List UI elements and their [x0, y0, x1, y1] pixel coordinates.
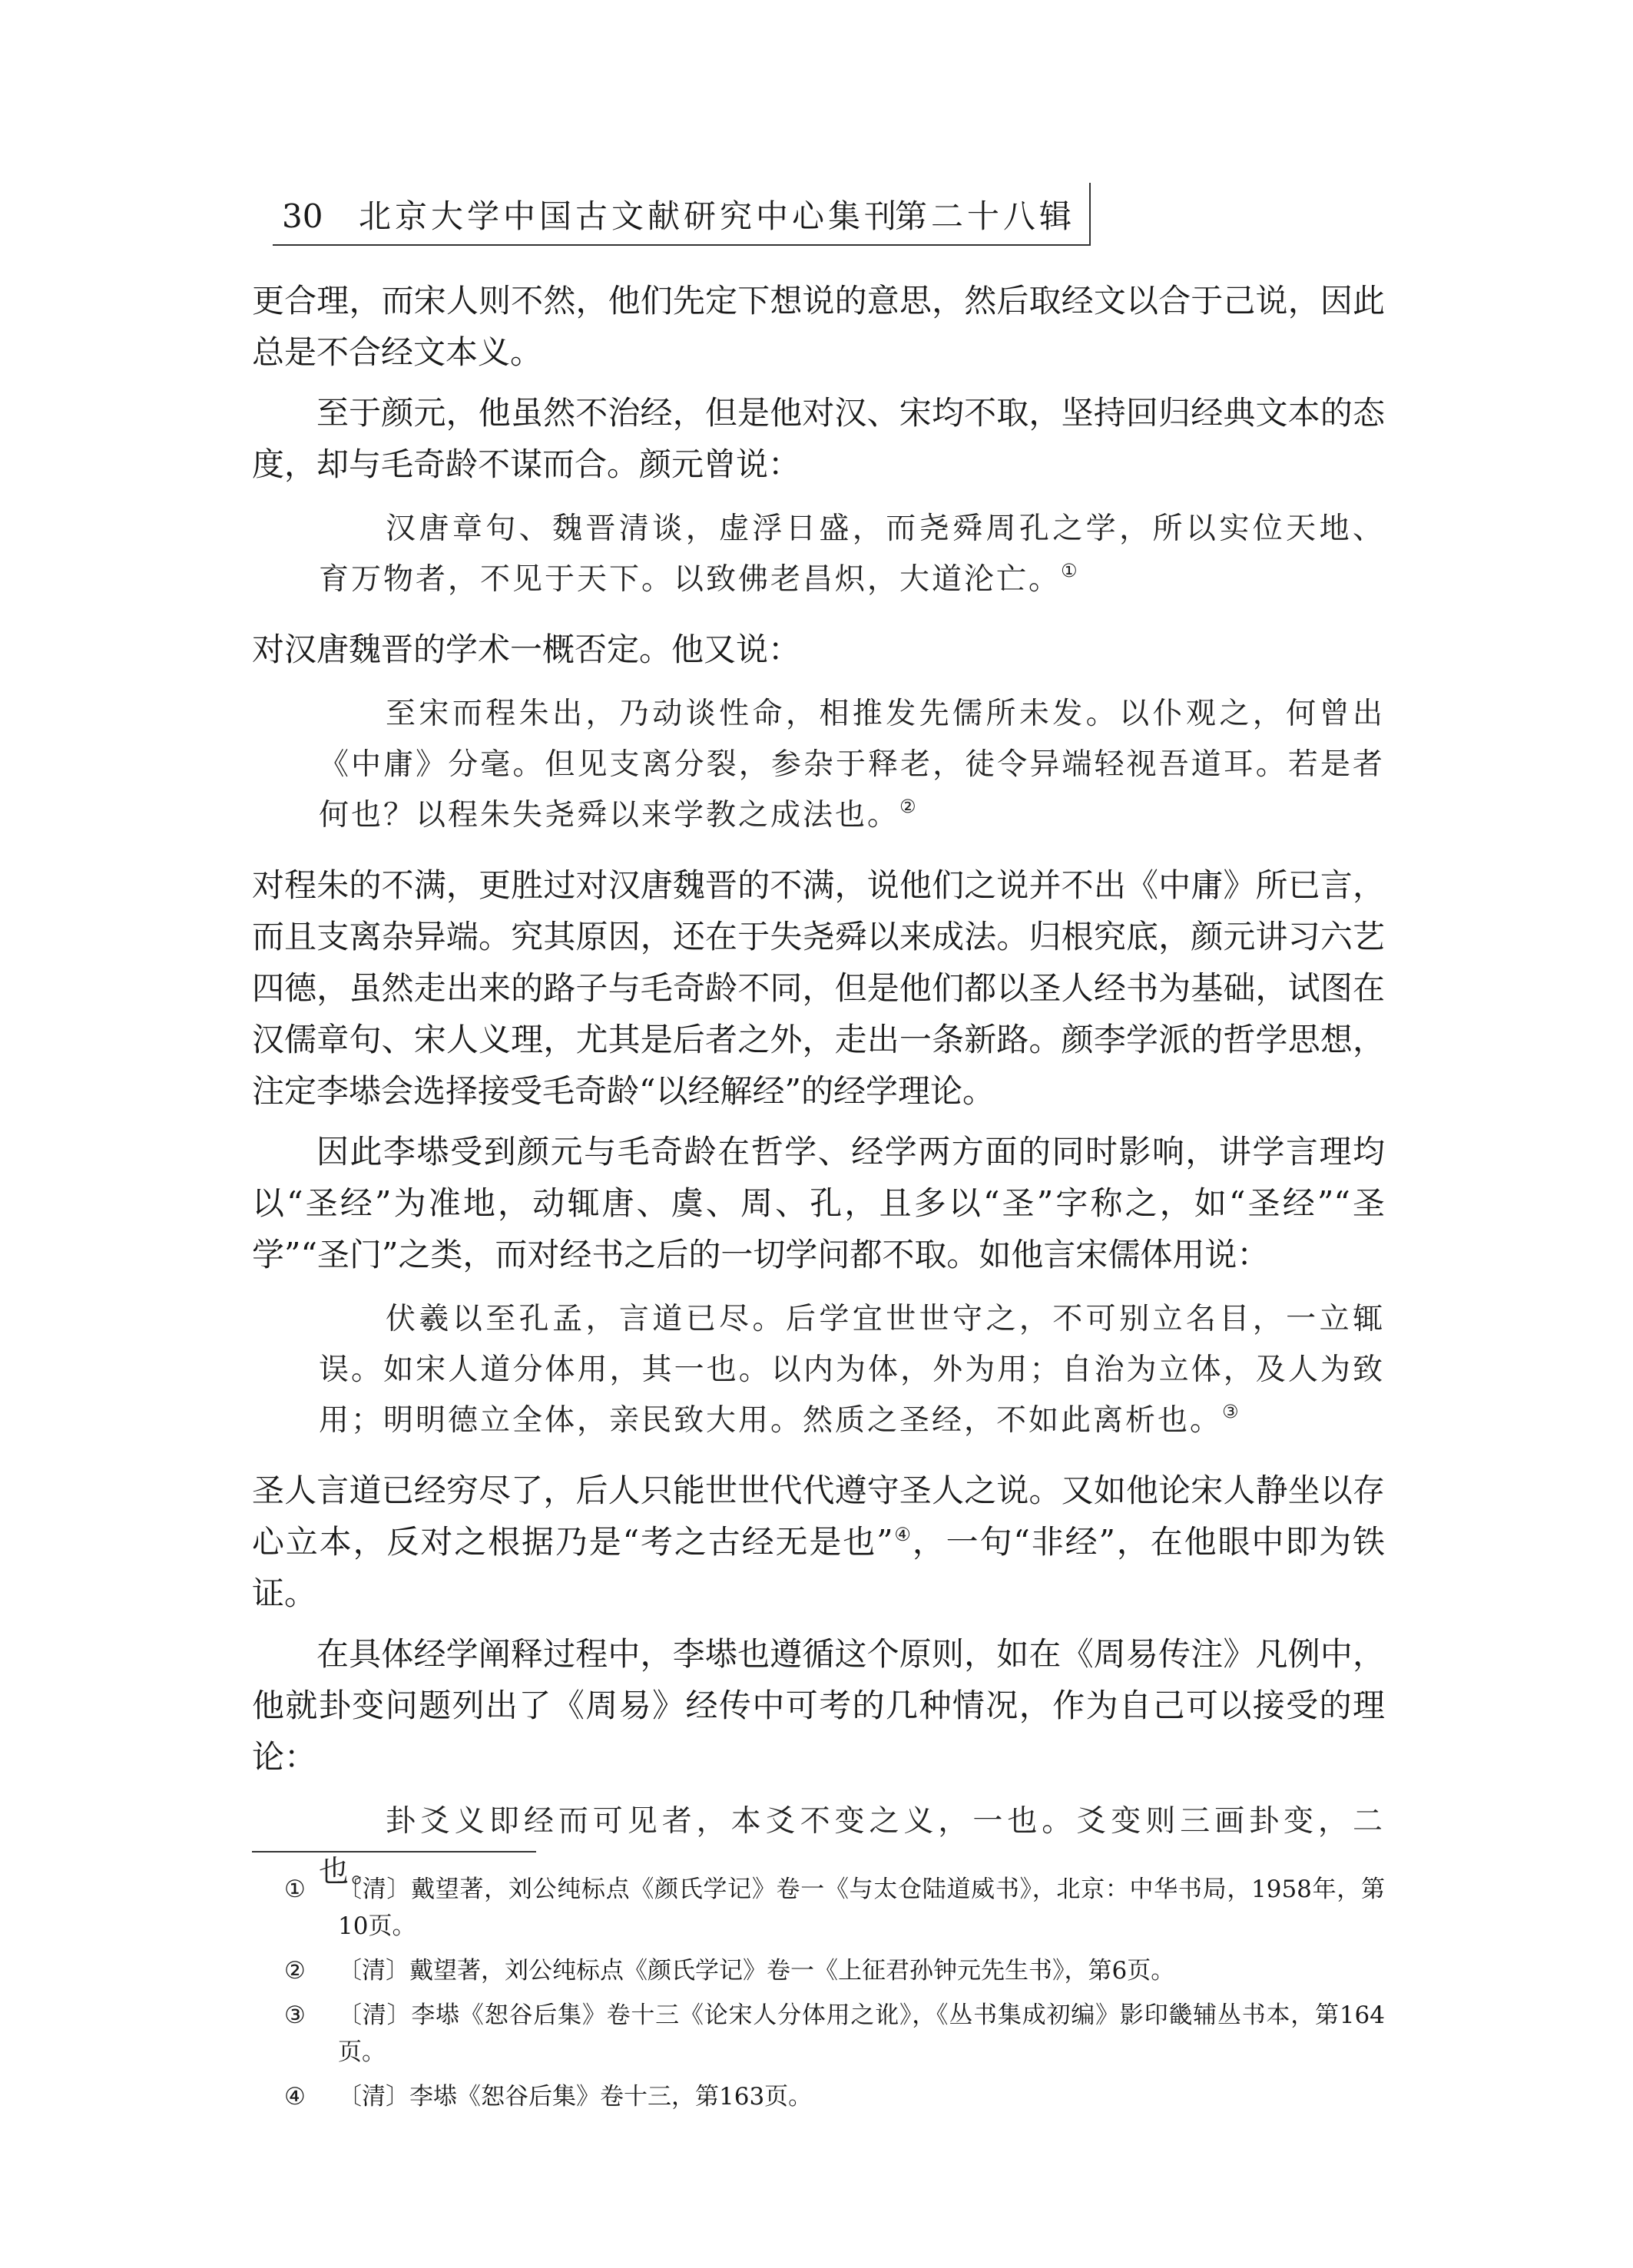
volume-label: 第二十八辑 [895, 197, 1076, 235]
footnote-2-mark: ② [284, 1957, 306, 1985]
paragraph-6-text-a: 圣人言道已经穷尽了，后人只能世世代代遵守圣人之说。又如他论宋人静坐以存心立本，反对之根据乃是“考之古经无是也” [252, 1472, 1385, 1561]
paragraph-7: 在具体经学阐释过程中，李塨也遵循这个原则，如在《周易传注》凡例中，他就卦变问题列出了《周易》经传中可考的几种情况，作为自己可以接受的理论： [252, 1635, 1385, 1776]
quote-2-text: 至宋而程朱出，乃动谈性命，相推发先儒所未发。以仆观之，何曾出《中庸》分毫。但见支离分裂，参杂于释老，徒令异端轻视吾道耳。若是者何也？以程朱失尧舜以来学教之成法也。 [319, 697, 1385, 833]
footnote-1-mark: ① [284, 1876, 306, 1903]
footnote-ref-2: ② [899, 796, 919, 817]
paragraph-2: 至于颜元，他虽然不治经，但是他对汉、宋均不取，坚持回归经典文本的态度，却与毛奇龄不谋而合。颜元曾说： [252, 394, 1385, 483]
header-right-rule [1089, 183, 1091, 246]
block-quote-3 [252, 1294, 1385, 1446]
footnote-2 [252, 1952, 1385, 1989]
footnote-ref-1: ① [1061, 560, 1080, 581]
paragraph-5: 因此李塨受到颜元与毛奇龄在哲学、经学两方面的同时影响，讲学言理均以“圣经”为准地，动辄唐、虞、周、孔，且多以“圣”字称之，如“圣经”“圣学”“圣门”之类，而对经书之后的一切学问都不取。如他言宋儒体用说： [252, 1133, 1385, 1273]
block-quote-1 [252, 504, 1385, 605]
paragraph-6-text-b: ，一句“非经”，在他眼中即为铁证。 [252, 1523, 1385, 1612]
block-quote-4: 卦爻义即经而可见者，本爻不变之义，一也。爻变则三画卦变，二也。 [319, 1804, 1385, 1889]
footnote-3-mark: ③ [284, 2001, 306, 2029]
footnote-4-mark: ④ [284, 2083, 306, 2111]
footnote-2-text: 〔清〕戴望著，刘公纯标点《颜氏学记》卷一《上征君孙钟元先生书》，第6页。 [338, 1957, 1175, 1985]
paragraph-4: 对程朱的不满，更胜过对汉唐魏晋的不满，说他们之说并不出《中庸》所已言，而且支离杂异端。究其原因，还在于失尧舜以来成法。归根究底，颜元讲习六艺四德，虽然走出来的路子与毛奇龄不同，但是他们都以圣人经书为基础，试图在汉儒章句、宋人义理，尤其是后者之外，走出一条新路。颜李学派的哲学思想，注定李塨会选择接受毛奇龄“以经解经”的经学理论。 [252, 866, 1385, 1110]
journal-title: 北京大学中国古文献研究中心集刊 [359, 197, 901, 235]
footnote-1-text: 〔清〕戴望著，刘公纯标点《颜氏学记》卷一《与太仓陆道威书》，北京：中华书局，1958年，第10页。 [338, 1876, 1385, 1940]
footnote-4 [252, 2078, 1385, 2115]
paragraph-3: 对汉唐魏晋的学术一概否定。他又说： [252, 631, 801, 668]
footnote-ref-4: ④ [893, 1524, 913, 1545]
page-number: 30 [282, 197, 323, 235]
running-header [273, 192, 1091, 241]
footnote-3-text: 〔清〕李塨《恕谷后集》卷十三《论宋人分体用之讹》，《丛书集成初编》影印畿辅丛书本，第164页。 [338, 2001, 1385, 2066]
footnote-separator [252, 1851, 536, 1852]
quote-3-text: 伏羲以至孔孟，言道已尽。后学宜世世守之，不可别立名目，一立辄误。如宋人道分体用，其一也。以内为体，外为用；自治为立体，及人为致用；明明德立全体，亲民致大用。然质之圣经，不如此离析也。 [319, 1302, 1385, 1438]
footnote-3 [252, 1997, 1385, 2071]
footnote-4-text: 〔清〕李塨《恕谷后集》卷十三，第163页。 [338, 2083, 813, 2111]
main-text [252, 275, 1385, 1916]
footnotes [252, 1871, 1385, 2123]
block-quote-2 [252, 689, 1385, 841]
paragraph-1: 更合理，而宋人则不然，他们先定下想说的意思，然后取经文以合于己说，因此总是不合经文本义。 [252, 282, 1385, 371]
footnote-ref-3: ③ [1222, 1401, 1241, 1422]
footnote-1 [252, 1871, 1385, 1945]
header-bottom-rule [273, 244, 1091, 246]
quote-1-text: 汉唐章句、魏晋清谈，虚浮日盛，而尧舜周孔之学，所以实位天地、育万物者，不见于天下。以致佛老昌炽，大道沦亡。 [319, 512, 1385, 597]
paragraph-6 [252, 1465, 1385, 1619]
